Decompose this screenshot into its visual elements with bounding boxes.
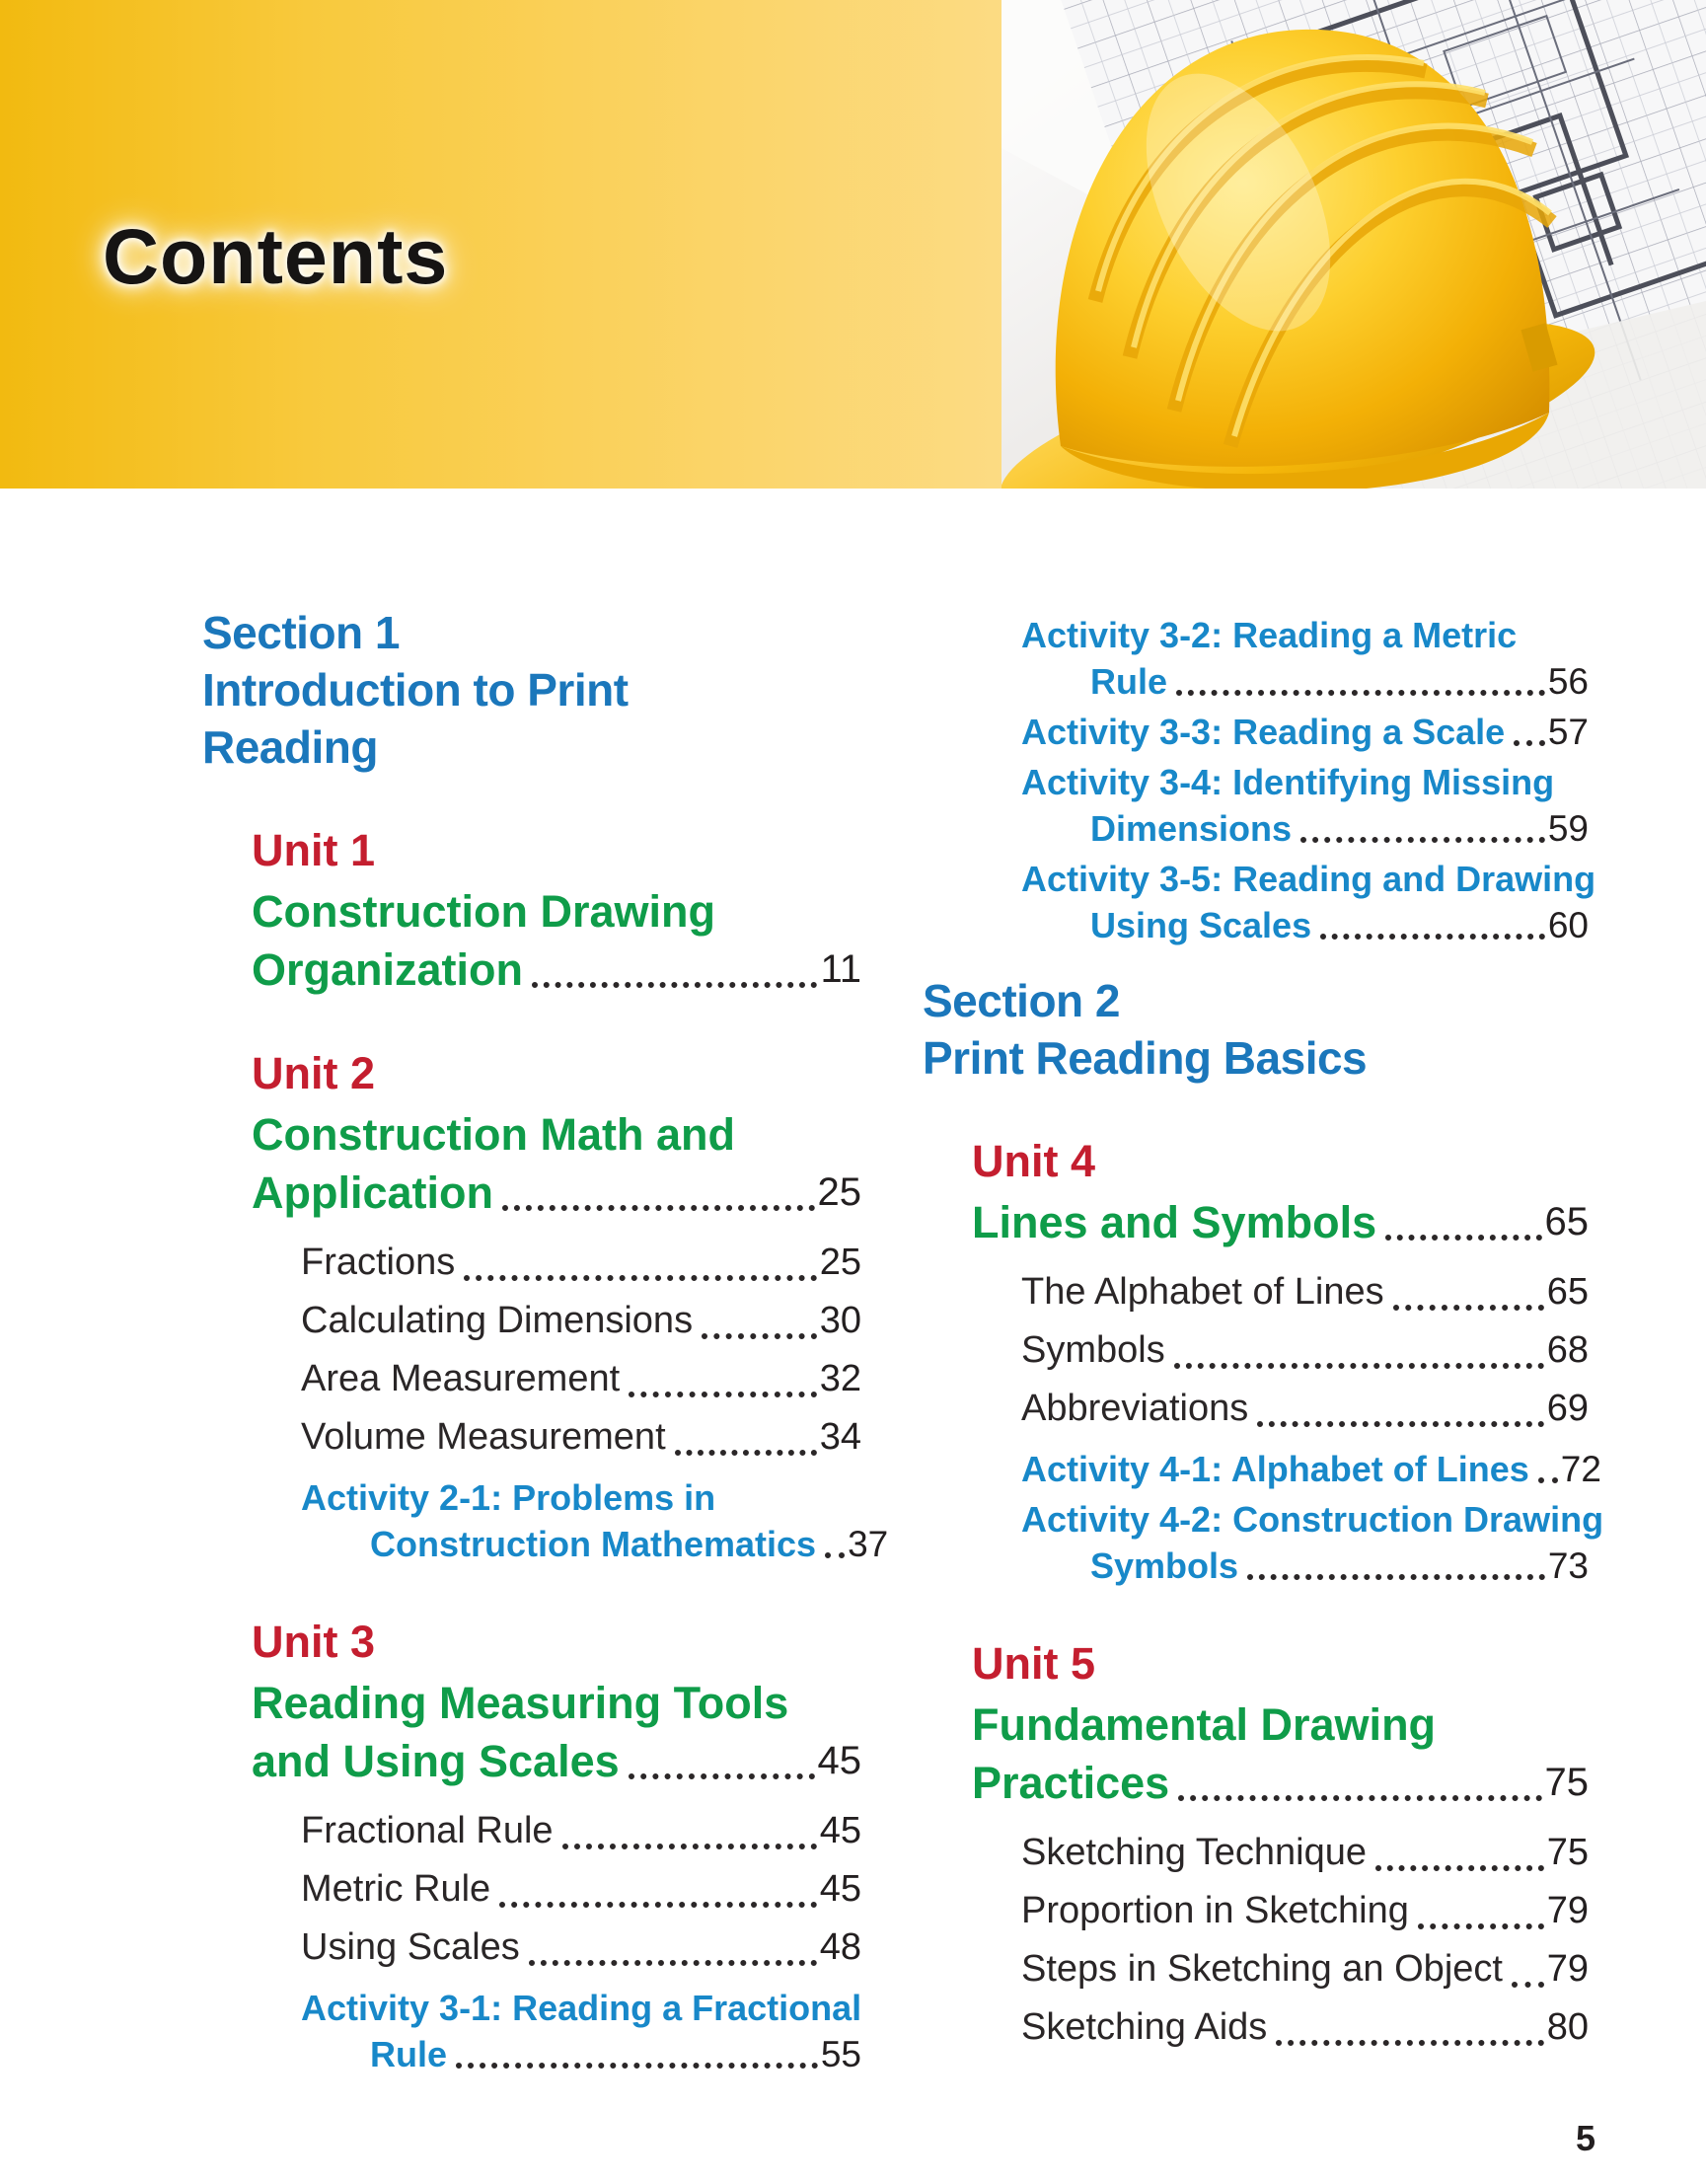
section-heading-line: Reading [202, 721, 378, 773]
toc-entry-item [923, 1321, 1589, 1380]
entry-last-line [972, 1193, 1589, 1251]
toc-entry-activity [202, 1474, 889, 1567]
entry-last-line [972, 1754, 1589, 1812]
entry-last-line [301, 1292, 861, 1350]
toc-entry-item [202, 1350, 861, 1408]
section-heading-line: Introduction to Print [202, 664, 629, 715]
hard-hat-blueprint-illustration [1001, 0, 1706, 489]
leader-dots [1257, 1421, 1543, 1427]
page-number: 48 [819, 1926, 861, 1968]
entry-text: Proportion in Sketching [1021, 1890, 1409, 1931]
page-number: 57 [1547, 712, 1589, 752]
page-number: 73 [1547, 1545, 1589, 1586]
leader-dots [1300, 837, 1545, 843]
entry-text: Rule [1090, 661, 1168, 702]
page-number: 75 [1546, 1832, 1589, 1873]
entry-text: Steps in Sketching an Object [1021, 1948, 1503, 1990]
toc-entry-item [923, 1380, 1589, 1438]
leader-dots [499, 1902, 817, 1908]
entry-text: Using Scales [1090, 905, 1312, 945]
entry-last-line [301, 1408, 861, 1467]
toc-entry-unit [202, 1050, 861, 1097]
toc-entry-section [202, 604, 861, 776]
entry-last-line [1021, 1998, 1589, 2057]
toc-entry-unit [923, 1640, 1589, 1688]
entry-last-line [301, 1234, 861, 1292]
page-number: 65 [1546, 1271, 1589, 1313]
toc-entry-unit-title [923, 1695, 1589, 1812]
leader-dots [1247, 1574, 1545, 1580]
page-number: 69 [1546, 1388, 1589, 1429]
entry-text: Metric Rule [301, 1868, 491, 1910]
leader-dots [675, 1450, 817, 1456]
entry-line: Activity 3-4: Identifying Missing [1021, 762, 1555, 802]
page-number: 45 [819, 1810, 861, 1851]
unit-label: Unit 2 [252, 1048, 376, 1098]
entry-last-line [1021, 1543, 1589, 1589]
section-heading-line: Section 1 [202, 607, 401, 658]
entry-text: Rule [370, 2034, 448, 2074]
toc-entry-item [923, 1940, 1589, 1998]
toc-entry-activity [923, 856, 1596, 948]
leader-dots [1512, 1982, 1544, 1988]
entry-text: Calculating Dimensions [301, 1300, 694, 1341]
page-number: 34 [819, 1416, 861, 1458]
unit-label: Unit 5 [972, 1638, 1096, 1689]
toc-entry-item [202, 1234, 861, 1292]
page-number: 45 [817, 1739, 861, 1782]
entry-last-line [301, 1802, 861, 1860]
toc-entry-activity [923, 709, 1589, 755]
page-number: 32 [819, 1358, 861, 1399]
entry-last-line [1021, 1882, 1589, 1940]
entry-line: Activity 2-1: Problems in [301, 1477, 716, 1518]
entry-text: Lines and Symbols [972, 1197, 1377, 1247]
hard-hat-photo [1001, 0, 1706, 489]
toc-entry-unit [923, 1138, 1589, 1185]
entry-line: Activity 4-2: Construction Drawing [1021, 1499, 1604, 1540]
leader-dots [562, 1844, 817, 1849]
entry-line: Activity 3-1: Reading a Fractional [301, 1988, 862, 2028]
entry-text: Area Measurement [301, 1358, 621, 1399]
entry-last-line [301, 1521, 889, 1567]
toc-entry-unit [202, 1619, 861, 1666]
entry-text: Symbols [1090, 1545, 1239, 1586]
toc-entry-unit-title [202, 882, 861, 999]
toc-column-right [923, 604, 1604, 2057]
toc-entry-item [202, 1292, 861, 1350]
entry-line: Activity 3-5: Reading and Drawing [1021, 859, 1596, 899]
toc-column-left [202, 604, 889, 2077]
entry-text: Organization [252, 944, 524, 995]
unit-label: Unit 1 [252, 825, 376, 875]
leader-dots [629, 1392, 817, 1397]
page-number: 55 [820, 2034, 861, 2074]
toc-entry-unit-title [202, 1674, 861, 1790]
toc-entry-unit-title [923, 1193, 1589, 1251]
leader-dots [1514, 740, 1545, 746]
entry-last-line [301, 1919, 861, 1977]
entry-last-line [1021, 1321, 1589, 1380]
entry-text: Application [252, 1167, 493, 1218]
toc-entry-item [923, 1263, 1589, 1321]
toc-entry-item [923, 1882, 1589, 1940]
page-number: 72 [1560, 1449, 1601, 1489]
entry-text: Practices [972, 1758, 1170, 1808]
entry-text: Activity 4-1: Alphabet of Lines [1021, 1449, 1529, 1489]
page-number: 25 [817, 1170, 861, 1214]
toc-entry-unit-title [202, 1105, 861, 1222]
toc-entry-activity [923, 759, 1589, 852]
entry-last-line [1021, 658, 1589, 705]
leader-dots [1276, 2040, 1543, 2046]
entry-line: Reading Measuring Tools [252, 1678, 789, 1728]
entry-last-line [1021, 1824, 1589, 1882]
entry-text: Dimensions [1090, 808, 1293, 849]
section-heading-line: Print Reading Basics [923, 1032, 1368, 1084]
entry-text: Fractional Rule [301, 1810, 554, 1851]
page-number: 37 [848, 1524, 889, 1564]
page-number: 80 [1546, 2006, 1589, 2048]
toc-entry-activity [923, 612, 1589, 705]
page-number: 60 [1547, 905, 1589, 945]
leader-dots [1393, 1305, 1544, 1311]
leader-dots [1538, 1477, 1558, 1483]
leader-dots [1418, 1923, 1544, 1929]
entry-last-line [1021, 709, 1589, 755]
toc-entry-item [202, 1860, 861, 1919]
unit-label: Unit 3 [252, 1617, 376, 1667]
leader-dots [456, 2063, 818, 2069]
page-number: 45 [819, 1868, 861, 1910]
leader-dots [1320, 934, 1545, 940]
leader-dots [629, 1773, 815, 1779]
leader-dots [464, 1275, 816, 1281]
entry-line: Activity 3-2: Reading a Metric [1021, 615, 1518, 655]
entry-text: Using Scales [301, 1926, 520, 1968]
toc-entry-activity [923, 1496, 1604, 1589]
entry-last-line [1021, 805, 1589, 852]
leader-dots [1385, 1235, 1541, 1241]
entry-text: Fractions [301, 1242, 456, 1283]
entry-text: Abbreviations [1021, 1388, 1249, 1429]
section-heading-line: Section 2 [923, 975, 1121, 1026]
leader-dots [532, 982, 817, 988]
page-number: 56 [1547, 661, 1589, 702]
entry-last-line [1021, 902, 1589, 948]
entry-line: Fundamental Drawing [972, 1699, 1437, 1750]
entry-last-line [252, 941, 861, 999]
entry-last-line [1021, 1263, 1589, 1321]
entry-last-line [301, 2031, 861, 2077]
leader-dots [1178, 1795, 1541, 1801]
page-number: 65 [1544, 1200, 1589, 1243]
entry-last-line [252, 1164, 861, 1222]
leader-dots [1176, 690, 1545, 696]
page-number: 30 [819, 1300, 861, 1341]
entry-text: Symbols [1021, 1329, 1165, 1371]
unit-label: Unit 4 [972, 1136, 1096, 1186]
leader-dots [825, 1552, 845, 1558]
toc-entry-item [923, 1824, 1589, 1882]
page-number: 75 [1544, 1761, 1589, 1804]
toc-entry-section [923, 972, 1589, 1087]
toc-entry-item [202, 1919, 861, 1977]
entry-line: Construction Drawing [252, 886, 715, 937]
entry-text: Construction Mathematics [370, 1524, 817, 1564]
toc-entry-unit [202, 827, 861, 874]
entry-last-line [301, 1860, 861, 1919]
entry-last-line [252, 1732, 861, 1790]
entry-text: Sketching Aids [1021, 2006, 1268, 2048]
entry-text: The Alphabet of Lines [1021, 1271, 1384, 1313]
toc-entry-item [202, 1408, 861, 1467]
toc-entry-activity [923, 1446, 1601, 1492]
entry-last-line [1021, 1380, 1589, 1438]
page-number: 79 [1546, 1890, 1589, 1931]
entry-line: Construction Math and [252, 1109, 735, 1160]
entry-last-line [1021, 1446, 1601, 1492]
entry-text: Activity 3-3: Reading a Scale [1021, 712, 1506, 752]
leader-dots [1174, 1363, 1544, 1369]
toc-entry-item [202, 1802, 861, 1860]
page-number: 59 [1547, 808, 1589, 849]
entry-last-line [1021, 1940, 1589, 1998]
leader-dots [702, 1333, 817, 1339]
leader-dots [502, 1205, 815, 1211]
page-number: 25 [819, 1242, 861, 1283]
toc-entry-item [923, 1998, 1589, 2057]
leader-dots [529, 1960, 817, 1966]
entry-text: and Using Scales [252, 1736, 620, 1786]
entry-last-line [301, 1350, 861, 1408]
entry-text: Sketching Technique [1021, 1832, 1367, 1873]
page-number: 11 [820, 947, 861, 991]
leader-dots [1375, 1865, 1544, 1871]
folio-page-number: 5 [1575, 2118, 1595, 2158]
page-number: 79 [1546, 1948, 1589, 1990]
page-number: 68 [1546, 1329, 1589, 1371]
toc-entry-activity [202, 1985, 861, 2077]
page-title: Contents [103, 212, 449, 300]
entry-text: Volume Measurement [301, 1416, 666, 1458]
